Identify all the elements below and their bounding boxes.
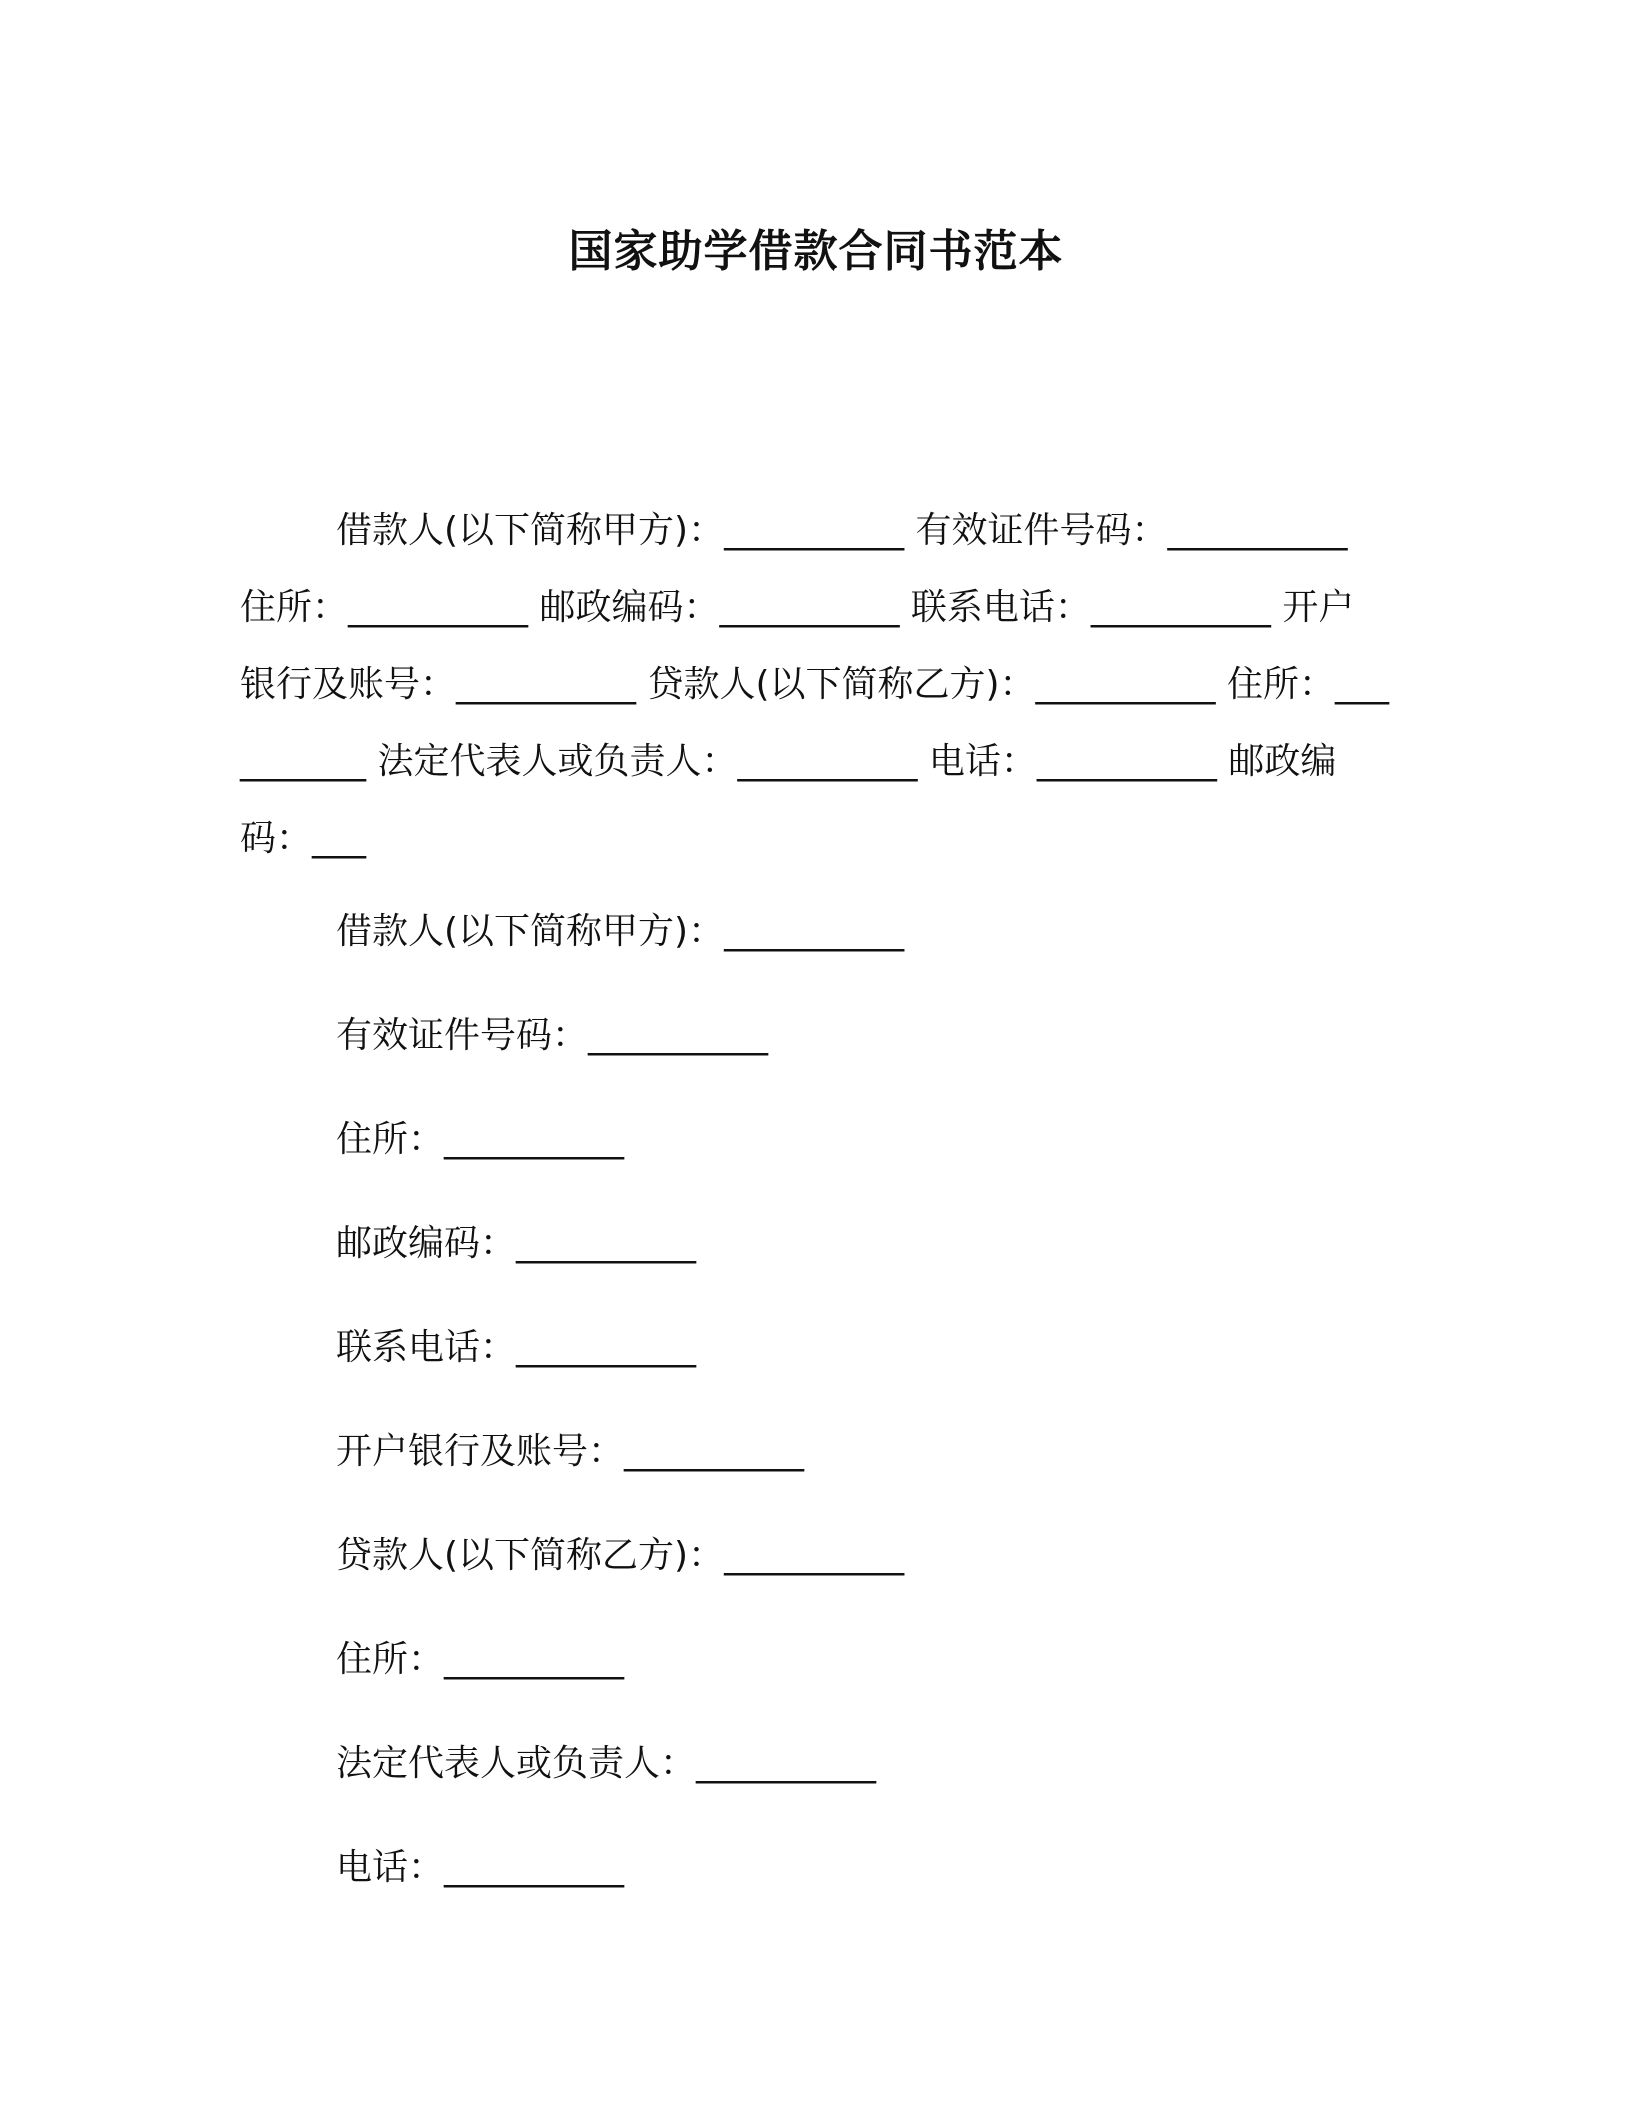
field-legal-representative: 法定代表人或负责人：__________ xyxy=(336,1743,877,1784)
field-list xyxy=(336,892,1336,1932)
field-id-number: 有效证件号码：__________ xyxy=(336,1015,769,1056)
field-contact-phone: 联系电话：__________ xyxy=(336,1327,697,1368)
field-phone: 电话：__________ xyxy=(336,1847,625,1888)
document-title: 国家助学借款合同书范本 xyxy=(568,226,1064,277)
field-bank-account: 开户银行及账号：__________ xyxy=(336,1431,805,1472)
field-lender: 贷款人(以下简称乙方)：__________ xyxy=(336,1535,905,1576)
intro-paragraph: 借款人(以下简称甲方)：__________ 有效证件号码：__________ 住所：__________ 邮政编码：__________ 联系电话：__________ 开户银行及账号：__________ 贷款人(以下简称乙方)：__________ 住所：__________ 法定代表人或负责人：__________ 电话：__________ 邮政编码：___ xyxy=(240,510,1389,859)
field-lender-address: 住所：__________ xyxy=(336,1639,625,1680)
field-postal-code: 邮政编码：__________ xyxy=(336,1223,697,1264)
field-borrower: 借款人(以下简称甲方)：__________ xyxy=(336,911,905,952)
field-borrower-address: 住所：__________ xyxy=(336,1119,625,1160)
